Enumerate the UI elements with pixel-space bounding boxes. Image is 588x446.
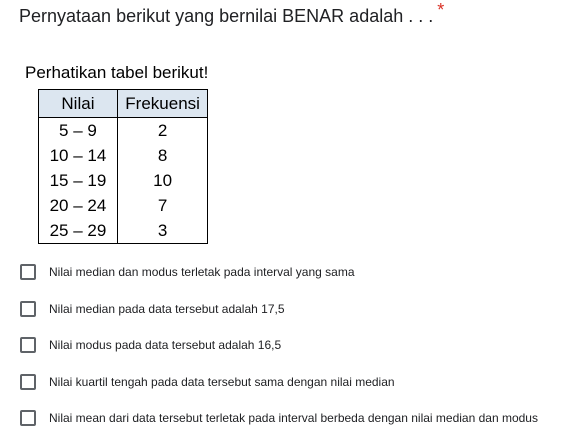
table-row bbox=[39, 168, 208, 193]
option-label[interactable]: Nilai mean dari data tersebut terletak pada interval berbeda dengan nilai median dan modus bbox=[49, 411, 538, 425]
table-header-row bbox=[39, 90, 208, 118]
header-frekuensi: Frekuensi bbox=[117, 90, 207, 118]
option-2[interactable] bbox=[20, 299, 538, 319]
cell-frekuensi: 8 bbox=[117, 143, 207, 168]
option-1[interactable] bbox=[20, 262, 538, 282]
cell-nilai: 5 – 9 bbox=[39, 118, 118, 144]
question-image bbox=[24, 62, 209, 240]
checkbox[interactable] bbox=[20, 337, 36, 353]
frequency-table bbox=[38, 89, 208, 244]
cell-frekuensi: 10 bbox=[117, 168, 207, 193]
cell-nilai: 20 – 24 bbox=[39, 193, 118, 218]
checkbox[interactable] bbox=[20, 410, 36, 426]
header-nilai: Nilai bbox=[39, 90, 118, 118]
image-caption: Perhatikan tabel berikut! bbox=[25, 63, 209, 82]
checkbox[interactable] bbox=[20, 374, 36, 390]
required-marker: * bbox=[437, 0, 445, 20]
option-label[interactable]: Nilai median dan modus terletak pada interval yang sama bbox=[49, 265, 355, 279]
option-label[interactable]: Nilai modus pada data tersebut adalah 16,5 bbox=[49, 338, 282, 352]
answer-options bbox=[20, 262, 538, 445]
cell-frekuensi: 3 bbox=[117, 218, 207, 244]
option-5[interactable] bbox=[20, 408, 538, 428]
table-row bbox=[39, 143, 208, 168]
checkbox[interactable] bbox=[20, 264, 36, 280]
option-3[interactable] bbox=[20, 335, 538, 355]
cell-nilai: 15 – 19 bbox=[39, 168, 118, 193]
table-row bbox=[39, 193, 208, 218]
option-label[interactable]: Nilai kuartil tengah pada data tersebut sama dengan nilai median bbox=[49, 374, 395, 389]
table-row bbox=[39, 218, 208, 244]
question-title bbox=[19, 0, 445, 28]
cell-nilai: 10 – 14 bbox=[39, 143, 118, 168]
option-4[interactable] bbox=[20, 372, 538, 392]
cell-nilai: 25 – 29 bbox=[39, 218, 118, 244]
checkbox[interactable] bbox=[20, 301, 36, 317]
question-text: Pernyataan berikut yang bernilai BENAR adalah . . . bbox=[19, 6, 434, 26]
table-row bbox=[39, 118, 208, 144]
cell-frekuensi: 7 bbox=[117, 193, 207, 218]
option-label[interactable]: Nilai median pada data tersebut adalah 17,5 bbox=[49, 301, 285, 316]
cell-frekuensi: 2 bbox=[117, 118, 207, 144]
